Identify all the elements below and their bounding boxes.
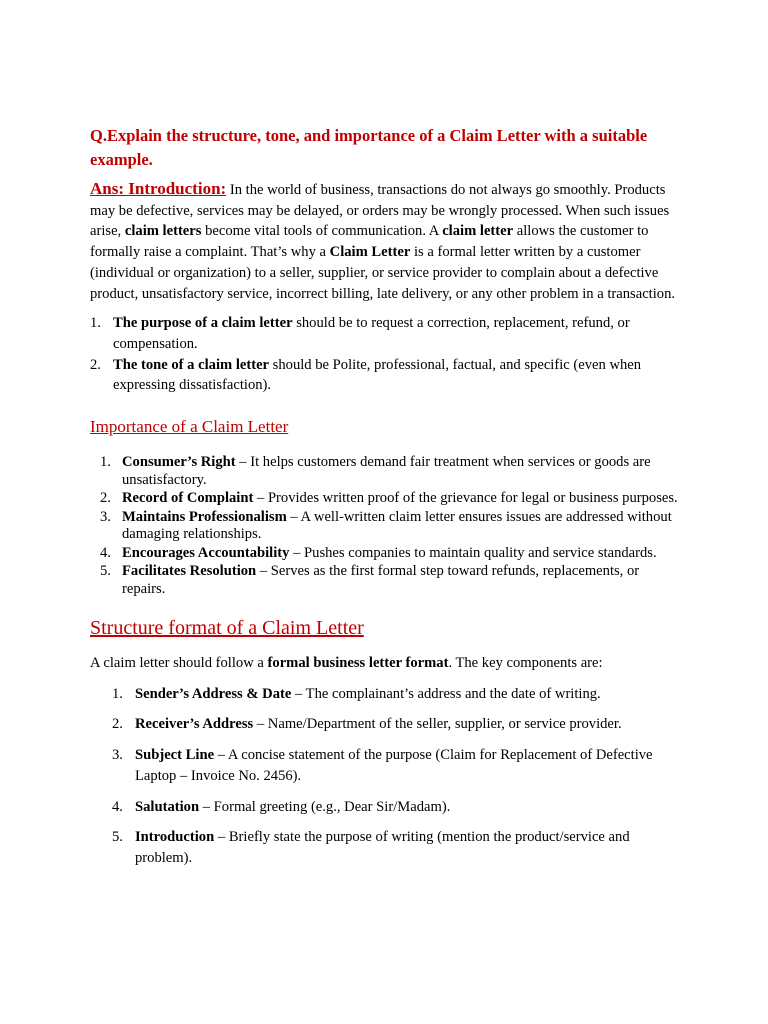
list-item-term: Encourages Accountability: [122, 544, 290, 561]
answer-label: Ans: Introduction:: [90, 179, 227, 198]
structure-intro-bold: formal business letter format: [267, 655, 449, 672]
list-item-description: – A well-written claim letter ensures issues are addressed without damaging relationships.: [122, 508, 672, 543]
list-item-text: [135, 797, 450, 818]
intro-bold-term: claim letter: [442, 223, 514, 240]
list-item: [90, 827, 682, 868]
list-number: 1.: [112, 685, 123, 702]
list-item: [90, 545, 682, 563]
intro-text: allows the customer to formally raise a complaint. That’s why a: [90, 223, 649, 261]
importance-heading: Importance of a Claim Letter: [90, 417, 289, 437]
list-item: [90, 313, 682, 354]
list-item-text: [122, 563, 682, 598]
list-item: [90, 509, 682, 544]
importance-list: [90, 454, 682, 598]
list-item: [90, 684, 682, 705]
list-item-description: – Formal greeting (e.g., Dear Sir/Madam).: [199, 798, 451, 815]
list-item-term: Record of Complaint: [122, 490, 254, 507]
list-item-description: – Pushes companies to maintain quality and service standards.: [289, 544, 657, 561]
structure-intro-text: . The key components are:: [448, 655, 603, 672]
list-item-text: [135, 684, 601, 705]
question-heading: Q.Explain the structure, tone, and importance of a Claim Letter with a suitable example.: [90, 126, 648, 169]
list-item-description: should be to request a correction, replacement, refund, or compensation.: [113, 315, 630, 352]
list-item-term: Introduction: [135, 829, 215, 846]
list-number: 1.: [90, 315, 101, 332]
list-item-term: Salutation: [135, 798, 200, 815]
list-item-description: – It helps customers demand fair treatment when services or goods are unsatisfactory.: [122, 454, 651, 488]
structure-intro-paragraph: [90, 653, 682, 674]
list-item-description: – The complainant’s address and the date of writing.: [291, 685, 601, 702]
list-item-term: The purpose of a claim letter: [113, 315, 293, 332]
list-number: 5.: [112, 829, 123, 846]
list-item-description: – Name/Department of the seller, supplier, or service provider.: [253, 716, 622, 733]
list-number: 3.: [112, 747, 123, 764]
intro-points-list: [90, 313, 682, 396]
list-number: 4.: [112, 798, 123, 815]
list-item-text: [135, 745, 682, 786]
list-number: 1.: [100, 454, 111, 471]
list-item-description: – Serves as the first formal step toward refunds, replacements, or repairs.: [122, 563, 640, 597]
list-item-term: Consumer’s Right: [122, 454, 236, 471]
list-item-term: Subject Line: [135, 747, 215, 764]
list-number: 5.: [100, 563, 111, 580]
list-item-term: Facilitates Resolution: [122, 563, 257, 580]
list-item-description: should be Polite, professional, factual, and specific (even when expressing dissatisfaction).: [113, 356, 642, 394]
list-item: [90, 745, 682, 786]
intro-text: In the world of business, transactions do not always go smoothly. Products may be defective, services may be delayed, or orders may be wrongly processed. When such issues arise,: [90, 182, 670, 240]
list-item-text: [122, 454, 682, 489]
intro-text: become vital tools of communication. A: [201, 223, 443, 240]
list-item-text: [113, 313, 682, 354]
document-page: [90, 124, 682, 879]
list-item-text: [135, 827, 682, 868]
list-item-description: – Briefly state the purpose of writing (mention the product/service and problem).: [135, 829, 630, 866]
list-number: 4.: [100, 544, 111, 561]
list-item-description: – Provides written proof of the grievance for legal or business purposes.: [253, 490, 678, 507]
intro-bold-term: Claim Letter: [329, 244, 411, 261]
structure-heading: Structure format of a Claim Letter: [90, 617, 364, 640]
list-item-term: Receiver’s Address: [135, 716, 254, 733]
list-item: [90, 563, 682, 598]
list-item-term: The tone of a claim letter: [113, 356, 270, 373]
intro-text: is a formal letter written by a customer (individual or organization) to a seller, supplier, or service provider to complain about a defective product, unsatisfactory service, incorrect billing, late delivery, or any other problem in a transaction.: [90, 244, 676, 302]
list-number: 2.: [90, 356, 101, 373]
list-item-text: [122, 545, 657, 563]
list-number: 2.: [112, 716, 123, 733]
list-item-text: [113, 355, 682, 396]
list-item-term: Maintains Professionalism: [122, 508, 287, 525]
list-item-text: [122, 509, 682, 544]
structure-list: [90, 684, 682, 869]
list-item-text: [135, 714, 622, 735]
list-item-text: [122, 490, 678, 508]
list-number: 2.: [100, 490, 111, 507]
intro-bold-term: claim letters: [124, 223, 202, 240]
list-item: [90, 797, 682, 818]
list-number: 3.: [100, 508, 111, 525]
introduction-paragraph: [90, 179, 682, 304]
list-item: [90, 355, 682, 396]
structure-intro-text: A claim letter should follow a: [90, 655, 268, 672]
list-item-description: – A concise statement of the purpose (Claim for Replacement of Defective Laptop – Invoice No. 2456).: [135, 747, 653, 784]
list-item-term: Sender’s Address & Date: [135, 685, 292, 702]
list-item: [90, 454, 682, 489]
list-item: [90, 490, 682, 508]
list-item: [90, 714, 682, 735]
